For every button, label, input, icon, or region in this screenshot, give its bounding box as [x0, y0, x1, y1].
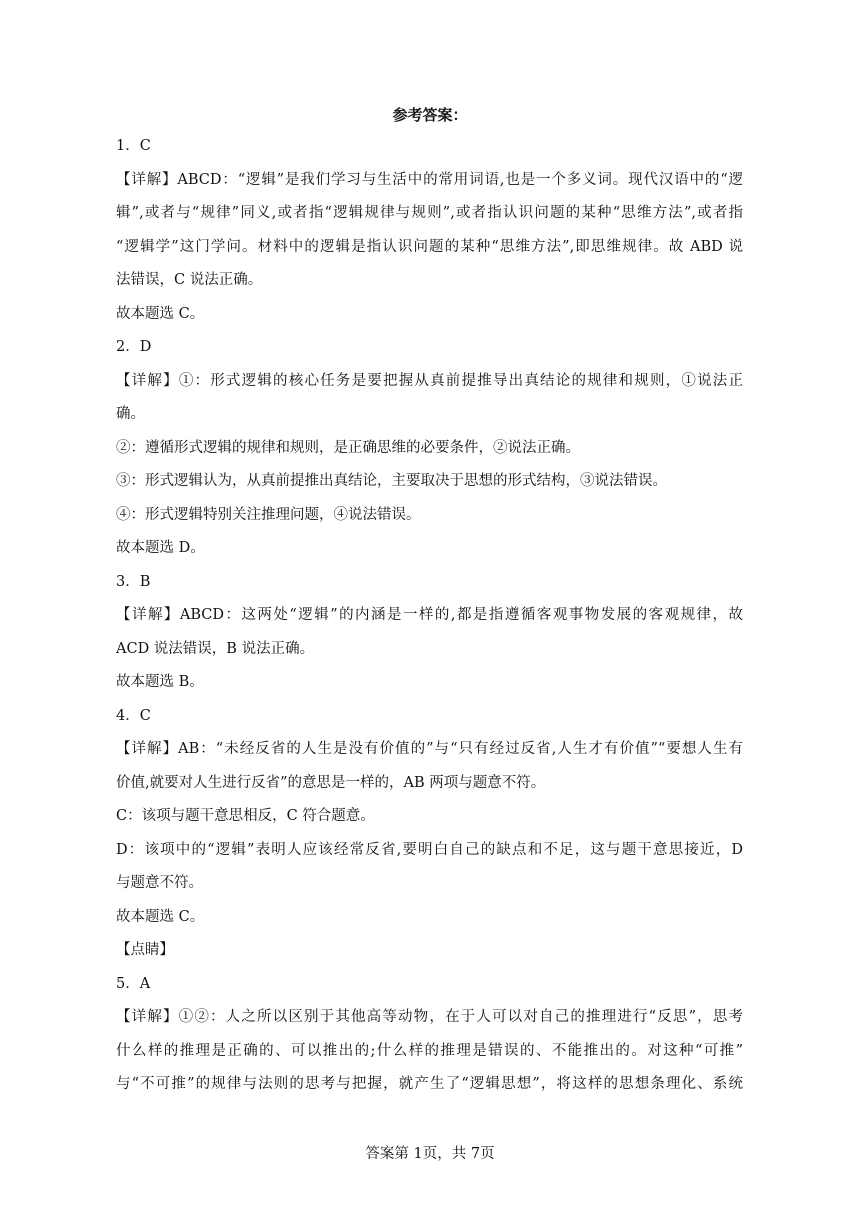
text-line: ③：形式逻辑认为，从真前提推出真结论，主要取决于思想的形式结构，③说法错误。	[116, 473, 667, 489]
text-line: 【点睛】	[116, 942, 174, 958]
text-line: 价值,就要对人生进行反省”的意思是一样的，AB 两项与题意不符。	[116, 774, 546, 791]
text-line: 故本题选 B。	[116, 674, 204, 690]
text-line: 4．C	[116, 707, 151, 724]
text-line: 故本题选 C。	[116, 908, 205, 925]
text-line: 【详解】ABCD：这两处“逻辑”的内涵是一样的,都是指遵循客观事物发展的客观规律，故	[116, 607, 743, 623]
text-line: 确。	[116, 406, 145, 422]
text-line: 法错误，C 说法正确。	[116, 272, 263, 288]
answer-content	[116, 130, 743, 1102]
page-footer: 答案第 1页，共 7页	[365, 1146, 495, 1162]
text-line: 3．B	[116, 573, 151, 590]
text-line: “逻辑学”这门学问。材料中的逻辑是指认识问题的某种“思维方法”,即思维规律。故 ABD 说	[116, 238, 743, 255]
text-line: 辑”,或者与“规律”同义,或者指“逻辑规律与规则”,或者指认识问题的某种“思维方法”,或者指	[116, 205, 743, 221]
text-line: 与题意不符。	[116, 875, 203, 891]
text-line: 【详解】ABCD：“逻辑”是我们学习与生活中的常用词语,也是一个多义词。现代汉语中的“逻	[116, 171, 743, 188]
text-line: 故本题选 D。	[116, 540, 205, 556]
text-line: ACD 说法错误，B 说法正确。	[116, 640, 315, 657]
text-line: 与“不可推”的规律与法则的思考与把握，就产生了“逻辑思想”，将这样的思想条理化、系统	[116, 1076, 743, 1092]
text-line: 2．D	[116, 339, 152, 355]
text-line: C：该项与题干意思相反，C 符合题意。	[116, 808, 375, 824]
page-title: 参考答案：	[392, 106, 468, 124]
text-line: 【详解】①：形式逻辑的核心任务是要把握从真前提推导出真结论的规律和规则，①说法正	[116, 372, 743, 389]
text-line: 【详解】①②：人之所以区别于其他高等动物，在于人可以对自己的推理进行“反思”，思考	[116, 1009, 743, 1025]
text-line: 什么样的推理是正确的、可以推出的;什么样的推理是错误的、不能推出的。对这种“可推”	[116, 1042, 743, 1059]
text-line: 【详解】AB：“未经反省的人生是没有价值的”与“只有经过反省,人生才有价值”“要想人生有	[116, 741, 743, 757]
text-line: 1．C	[116, 138, 151, 154]
text-line: ②：遵循形式逻辑的规律和规则，是正确思维的必要条件，②说法正确。	[116, 439, 580, 456]
text-line: 5．A	[116, 975, 151, 992]
text-line: D：该项中的“逻辑”表明人应该经常反省,要明白自己的缺点和不足，这与题干意思接近，D	[116, 841, 743, 858]
text-line: 故本题选 C。	[116, 305, 205, 322]
text-line: ④：形式逻辑特别关注推理问题，④说法错误。	[116, 506, 421, 523]
